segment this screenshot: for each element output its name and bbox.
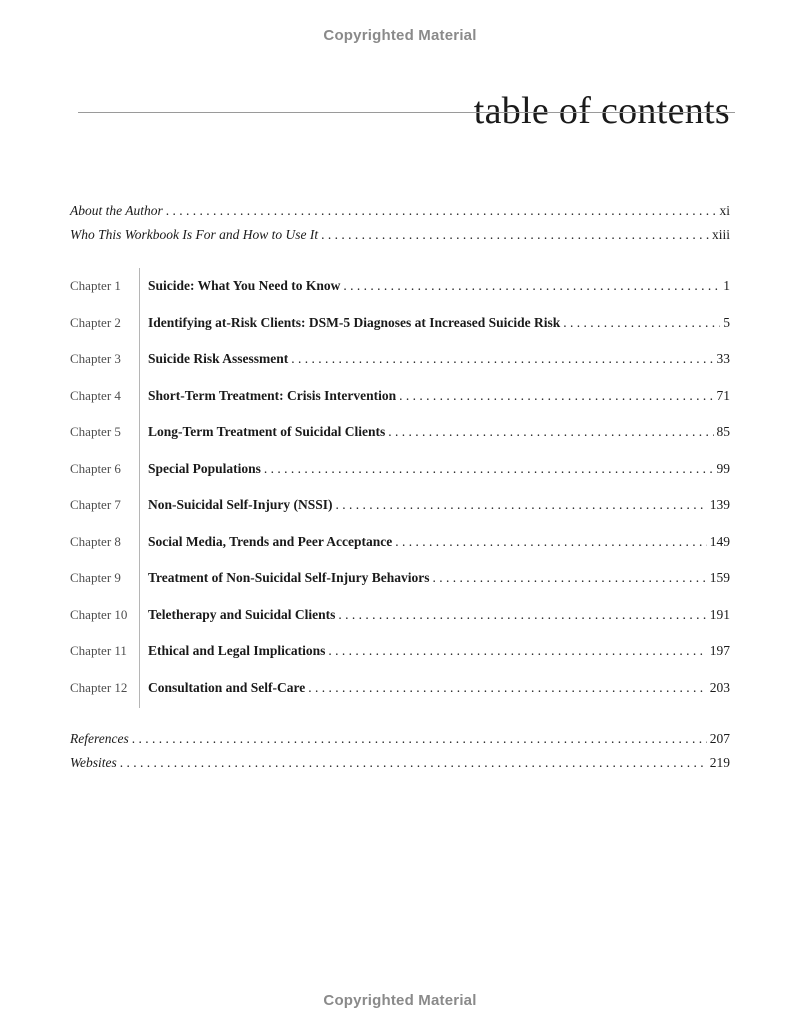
chapter-label: Chapter 11: [70, 643, 127, 658]
chapter-page: 197: [709, 643, 730, 658]
toc-entry-page: xi: [719, 203, 730, 218]
chapter-label: Chapter 7: [70, 497, 121, 512]
chapter-label: Chapter 10: [70, 607, 128, 622]
dot-leader: [563, 314, 720, 332]
dot-leader: [264, 460, 714, 478]
chapter-title: Special Populations: [148, 461, 261, 476]
chapter-label: Chapter 9: [70, 570, 121, 585]
dot-leader: [395, 533, 707, 551]
chapter-title: Suicide: What You Need to Know: [148, 278, 341, 293]
chapter-title: Treatment of Non-Suicidal Self-Injury Behaviors: [148, 570, 430, 585]
toc-entry-chapter-3[interactable]: [148, 350, 730, 368]
chapter-page: 191: [709, 607, 730, 622]
chapter-page: 99: [716, 461, 730, 476]
toc-entry-chapter-9[interactable]: [148, 569, 730, 587]
chapter-label: Chapter 3: [70, 351, 121, 366]
chapter-label: Chapter 4: [70, 388, 121, 403]
page-title: table of contents: [473, 90, 730, 133]
chapter-title: Long-Term Treatment of Suicidal Clients: [148, 424, 386, 439]
chapter-label: Chapter 12: [70, 680, 128, 695]
chapter-page: 85: [716, 424, 730, 439]
dot-leader: [120, 754, 707, 772]
dot-leader: [291, 350, 713, 368]
dot-leader: [328, 642, 706, 660]
chapter-column-divider: [139, 268, 140, 708]
dot-leader: [338, 606, 706, 624]
copyright-watermark-bottom: Copyrighted Material: [323, 992, 477, 1009]
toc-entry-chapter-5[interactable]: [148, 423, 730, 441]
dot-leader: [399, 387, 713, 405]
chapter-title: Teletherapy and Suicidal Clients: [148, 607, 336, 622]
dot-leader: [433, 569, 707, 587]
chapter-title: Suicide Risk Assessment: [148, 351, 289, 366]
chapter-label: Chapter 8: [70, 534, 121, 549]
toc-entry-title: Who This Workbook Is For and How to Use It: [70, 227, 319, 242]
dot-leader: [166, 202, 717, 220]
copyright-watermark-top: Copyrighted Material: [323, 27, 477, 44]
title-rule: [78, 112, 735, 113]
chapter-title: Social Media, Trends and Peer Acceptance: [148, 534, 393, 549]
toc-entry-chapter-2[interactable]: [148, 314, 730, 332]
chapter-label: Chapter 5: [70, 424, 121, 439]
toc-entry-chapter-10[interactable]: [148, 606, 730, 624]
dot-leader: [321, 226, 709, 244]
chapter-title: Short-Term Treatment: Crisis Intervention: [148, 388, 397, 403]
toc-entry-page: 219: [709, 755, 730, 770]
toc-entry-who-this-workbook[interactable]: [70, 226, 730, 244]
toc-entry-page: 207: [709, 731, 730, 746]
toc-entry-chapter-6[interactable]: [148, 460, 730, 478]
toc-entry-title: About the Author: [70, 203, 163, 218]
toc-entry-title: References: [70, 731, 129, 746]
dot-leader: [336, 496, 707, 514]
dot-leader: [132, 730, 707, 748]
toc-entry-page: xiii: [711, 227, 730, 242]
chapter-page: 71: [716, 388, 730, 403]
chapter-title: Non-Suicidal Self-Injury (NSSI): [148, 497, 333, 512]
chapter-page: 159: [709, 570, 730, 585]
chapter-label: Chapter 1: [70, 278, 121, 293]
chapter-page: 5: [723, 315, 730, 330]
chapter-title: Ethical and Legal Implications: [148, 643, 326, 658]
chapter-page: 33: [716, 351, 730, 366]
toc-entry-chapter-1[interactable]: [148, 277, 730, 295]
toc-entry-chapter-12[interactable]: [148, 679, 730, 697]
dot-leader: [343, 277, 720, 295]
dot-leader: [388, 423, 713, 441]
toc-entry-title: Websites: [70, 755, 117, 770]
toc-entry-about-author[interactable]: [70, 202, 730, 220]
dot-leader: [308, 679, 706, 697]
toc-entry-websites[interactable]: [70, 754, 730, 772]
chapter-title: Consultation and Self-Care: [148, 680, 306, 695]
chapter-title: Identifying at-Risk Clients: DSM-5 Diagnoses at Increased Suicide Risk: [148, 315, 561, 330]
chapter-page: 203: [709, 680, 730, 695]
toc-entry-chapter-11[interactable]: [148, 642, 730, 660]
toc-entry-chapter-4[interactable]: [148, 387, 730, 405]
toc-entry-chapter-8[interactable]: [148, 533, 730, 551]
chapter-page: 139: [709, 497, 730, 512]
chapter-label: Chapter 6: [70, 461, 121, 476]
toc-entry-references[interactable]: [70, 730, 730, 748]
chapter-label: Chapter 2: [70, 315, 121, 330]
chapter-page: 149: [709, 534, 730, 549]
toc-entry-chapter-7[interactable]: [148, 496, 730, 514]
chapter-page: 1: [723, 278, 730, 293]
